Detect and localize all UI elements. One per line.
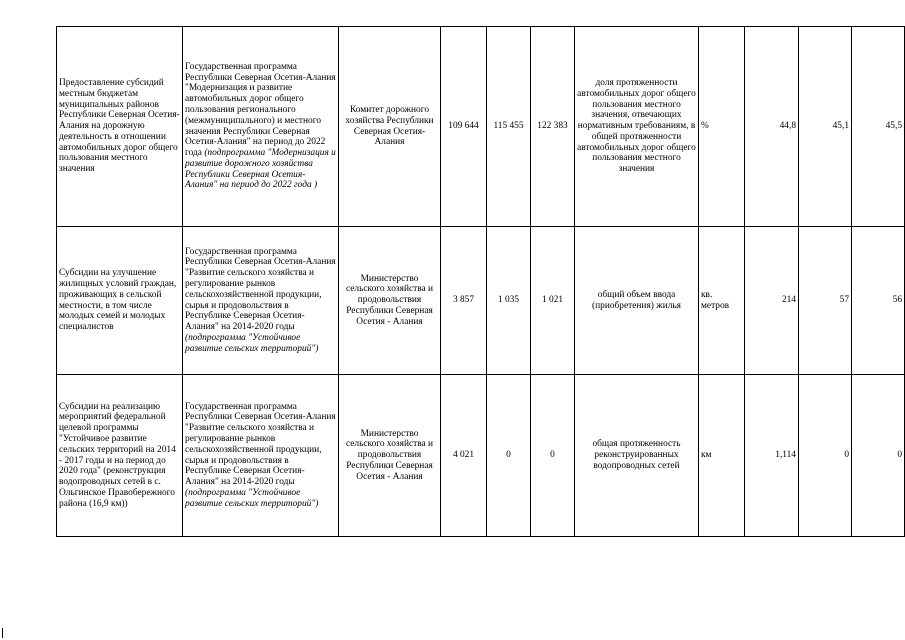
program-cell — [183, 227, 339, 375]
amount-cell: 122 383 — [531, 27, 575, 227]
indicator-cell: доля протяженности автомобильных дорог общего пользования местного значения, отвечающих нормативным требованиям, в общей протяженности автомобильных дорог общего пользования местного значения — [575, 27, 699, 227]
subprogram-text: (подпрограмма "Устойчивое развитие сельских территорий") — [185, 487, 319, 509]
program-cell — [183, 27, 339, 227]
executor-cell: Комитет дорожного хозяйства Республики Северная Осетия-Алания — [339, 27, 441, 227]
value-cell: 0 — [799, 375, 852, 537]
indicator-cell: общая протяженность реконструированных водопроводных сетей — [575, 375, 699, 537]
measure-cell: Субсидии на улучшение жилищных условий граждан, проживающих в сельской местности, в том числе молодых семей и молодых специалистов — [57, 227, 183, 375]
table-row — [57, 375, 905, 537]
program-text: Государственная программа Республики Северная Осетия-Алания "Развитие сельского хозяйства и регулирование рынков сельскохозяйственной продукции, сырья и продовольствия в Республике Северная Осетия-Алания" на 2014-2020 годы — [185, 401, 336, 488]
unit-cell: кв. метров — [699, 227, 745, 375]
amount-cell: 3 857 — [441, 227, 487, 375]
value-cell: 45,5 — [852, 27, 905, 227]
amount-cell: 115 455 — [487, 27, 531, 227]
value-cell: 0 — [852, 375, 905, 537]
measure-cell: Предоставление субсидий местным бюджетам муниципальных районов Республики Северная Осетия-Алания на дорожную деятельность в отношении автомобильных дорог общего пользования местного значения — [57, 27, 183, 227]
value-cell: 57 — [799, 227, 852, 375]
value-cell: 44,8 — [745, 27, 799, 227]
program-text: Государственная программа Республики Северная Осетия-Алания "Развитие сельского хозяйства и регулирование рынков сельскохозяйственной продукции, сырья и продовольствия в Республике Северная Осетия-Алания" на 2014-2020 годы — [185, 246, 336, 333]
program-text: Государственная программа Республики Северная Осетия-Алания "Модернизация и развитие автомобильных дорог общего пользования регионального (межмуниципального) и местного значения Республики Северная Осетия-Алания" на период до 2022 года — [185, 61, 336, 159]
scan-edge-mark — [2, 628, 3, 638]
amount-cell: 0 — [531, 375, 575, 537]
table-row — [57, 227, 905, 375]
value-cell: 214 — [745, 227, 799, 375]
unit-cell: км — [699, 375, 745, 537]
amount-cell: 4 021 — [441, 375, 487, 537]
program-cell — [183, 375, 339, 537]
amount-cell: 1 021 — [531, 227, 575, 375]
indicator-cell: общий объем ввода (приобретения) жилья — [575, 227, 699, 375]
amount-cell: 0 — [487, 375, 531, 537]
unit-cell: % — [699, 27, 745, 227]
amount-cell: 1 035 — [487, 227, 531, 375]
subprogram-text: (подпрограмма "Модернизация и развитие дорожного хозяйства Республики Северная Осетия-Алания" на период до 2022 года ) — [185, 148, 336, 191]
value-cell: 56 — [852, 227, 905, 375]
measure-cell: Субсидии на реализацию мероприятий федеральной целевой программы "Устойчивое развитие сельских территорий на 2014 - 2017 годы и на период до 2020 года" (реконструкция водопроводных сетей в с. Ольгинское Правобережного района (16,9 км)) — [57, 375, 183, 537]
executor-cell: Министерство сельского хозяйства и продовольствия Республики Северная Осетия - Алания — [339, 375, 441, 537]
value-cell: 45,1 — [799, 27, 852, 227]
subprogram-text: (подпрограмма "Устойчивое развитие сельских территорий") — [185, 332, 319, 354]
value-cell: 1,114 — [745, 375, 799, 537]
program-table — [56, 26, 905, 537]
table-row — [57, 27, 905, 227]
amount-cell: 109 644 — [441, 27, 487, 227]
executor-cell: Министерство сельского хозяйства и продовольствия Республики Северная Осетия - Алания — [339, 227, 441, 375]
